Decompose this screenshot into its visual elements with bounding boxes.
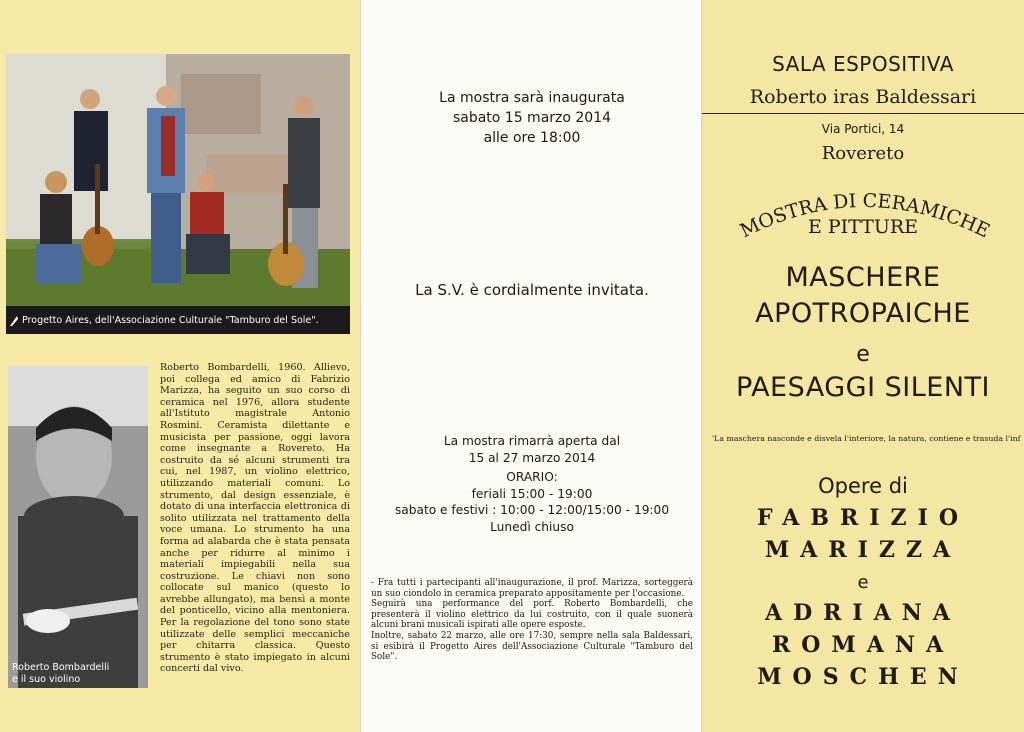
note-1: - Fra tutti i partecipanti all'inaugurazione, il prof. Marizza, sorteggerà un suo ciondolo in ceramica preparato appositamente per l'occasione.	[371, 578, 693, 599]
artist-1-first-name: FABRIZIO	[756, 505, 970, 531]
opening-line-2: 15 al 27 marzo 2014	[468, 450, 596, 465]
inauguration-line-3: alle ore 18:00	[483, 130, 581, 146]
venue-city: Rovereto	[821, 143, 905, 164]
group-caption-text: Progetto Aires, dell'Associazione Culturale "Tamburo del Sole".	[22, 315, 319, 326]
hours-line-2: sabato e festivi : 10:00 - 12:00/15:00 - 19:00	[394, 503, 670, 517]
inauguration-block	[361, 88, 703, 148]
title-line-3: PAESAGGI SILENTI	[736, 372, 990, 403]
venue-title: SALA ESPOSITIVA	[772, 52, 954, 76]
venue-divider	[702, 113, 1024, 114]
artists-conjunction: e	[857, 572, 869, 593]
feather-icon	[9, 315, 19, 327]
musicians-illustration	[6, 54, 350, 306]
portrait-caption	[12, 662, 109, 686]
title-conjunction: e	[856, 342, 870, 367]
venue-name: Roberto iras Baldessari	[749, 86, 977, 108]
portrait-caption-line-1: Roberto Bombardelli	[12, 662, 110, 673]
portrait-photo	[8, 366, 148, 688]
portrait-illustration	[8, 366, 148, 688]
group-photo-band	[6, 54, 350, 334]
portrait-caption-line-2: e il suo violino	[12, 674, 81, 685]
venue-address: Via Portici, 14	[821, 122, 905, 136]
artist-1-surname: MARIZZA	[764, 537, 962, 563]
group-photo	[6, 54, 350, 306]
note-3: Inoltre, sabato 22 marzo, alle ore 17:30, sempre nella sala Baldessari, si esibirà il Progetto Aires dell'Associazione Culturale "Tamburo del Sole".	[371, 630, 693, 663]
group-caption	[6, 310, 350, 332]
artist-2-surname: MOSCHEN	[757, 664, 969, 690]
title-line-1: MASCHERE	[785, 262, 941, 293]
exhibition-type-line-1: MOSTRA DI CERAMICHE	[736, 189, 994, 243]
orario-title: ORARIO:	[506, 470, 558, 484]
exhibition-type-line-2: E PITTURE	[807, 216, 919, 238]
invitation-text: La S.V. è cordialmente invitata.	[415, 281, 649, 299]
hours-line-1: feriali 15:00 - 19:00	[471, 486, 593, 501]
exhibition-type-arc	[724, 176, 1002, 256]
opening-line-1: La mostra rimarrà aperta dal	[443, 434, 621, 448]
inauguration-line-2: sabato 15 marzo 2014	[452, 110, 612, 126]
left-panel	[0, 0, 360, 732]
works-by-label: Opere di	[818, 474, 908, 498]
inauguration-line-1: La mostra sarà inaugurata	[439, 90, 625, 106]
opening-hours-block	[361, 433, 703, 535]
title-line-2: APOTROPAICHE	[755, 298, 971, 329]
event-notes	[371, 578, 693, 663]
motto-quote: 'La maschera nasconde e disvela l'interiore, la natura, contiene e trasuda l'inf	[712, 434, 1021, 443]
note-2: Seguirà una performance del porf. Roberto Bombardelli, che presenterà il violino elettrico da lui costruito, con il quale suonerà alcuni brani musicali ispirati alle opere esposte.	[371, 599, 693, 631]
artist-2-middle-name: ROMANA	[771, 632, 955, 658]
bio-text: Roberto Bombardelli, 1960. Allievo, poi collega ed amico di Fabrizio Marizza, ha seguito un suo corso di ceramica nel 1976, allora studente all'Istituto magistrale Antonio Rosmini. Ceramista dilettante e musicista per passione, oggi lavora come insegnante a Rovereto. Ha costruito da sé alcuni strumenti tra cui, nel 1987, un violino elettrico, utilizzando materiali comuni. Lo strumento, dal design essenziale, è dotato di una interfaccia elettronica di solito utilizzata nel trattamento della voce umana. Lo strumento ha una forma ad alabarda che è stata pensata anche per ridurre al minimo i materiali impiegabili nella sua costruzione. Le chiavi non sono collocate sul manico (questo lo avrebbe allungato), ma bensì a monte del ponticello, vicino alla mentoniera. Per la regolazione del tono sono state utilizzate delle semplici meccaniche per chitarra classica. Questo strumento è stato impiegato in alcuni concerti dal vivo.	[160, 362, 350, 675]
hours-line-3: Lunedì chiuso	[490, 519, 574, 534]
artist-2-first-name: ADRIANA	[765, 600, 961, 626]
right-panel	[702, 0, 1024, 732]
middle-panel	[360, 0, 702, 732]
